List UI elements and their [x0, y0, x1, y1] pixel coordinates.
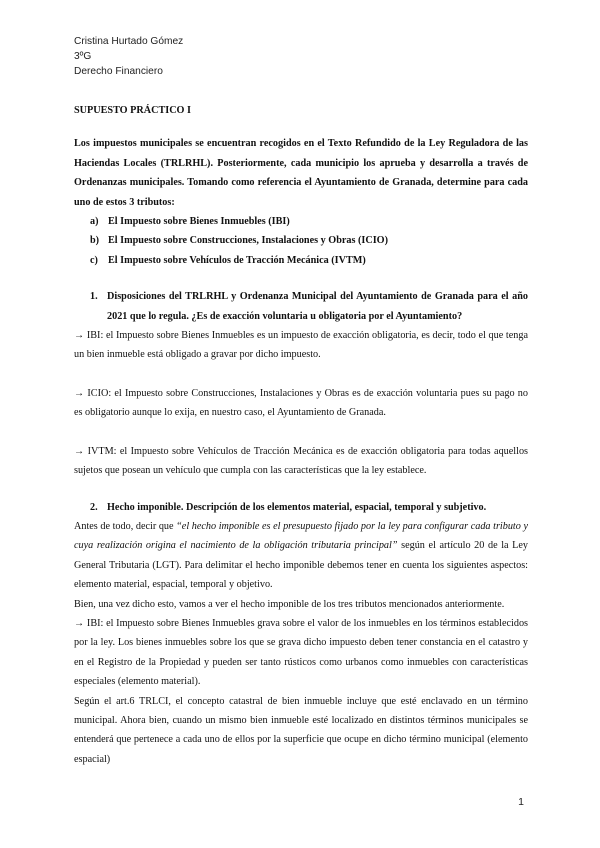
- document-title: SUPUESTO PRÁCTICO I: [74, 105, 191, 116]
- intro-paragraph: Los impuestos municipales se encuentran recogidos en el Texto Refundido de la Ley Reguladora de las Haciendas Locales (TRLRHL). Posteriormente, cada municipio los aprueba y desarrolla a través de Ordenanzas municipales. Tomando como referencia el Ayuntamiento de Granada, determine para cada uno de estos 3 tributos:: [74, 138, 528, 208]
- list-item: [90, 251, 528, 270]
- subject-label: Derecho Financiero: [74, 66, 163, 77]
- lgt-quote: “el hecho imponible es el presupuesto fijado por la ley para configurar cada tributo y cuya realización origina el nacimiento de la obligación tributaria principal”: [74, 520, 528, 552]
- section-heading-text: Hecho imponible. Descripción de los elementos material, espacial, temporal y subjetivo.: [107, 501, 487, 513]
- group-label: 3ºG: [74, 51, 92, 62]
- section-heading-text: Disposiciones del TRLRHL y Ordenanza Municipal del Ayuntamiento de Granada para el año 2021 que lo regula. ¿Es de exacción voluntaria u obligatoria por el Ayuntamiento?: [107, 291, 528, 322]
- section-number: 1.: [90, 291, 98, 303]
- list-marker: a): [90, 216, 99, 228]
- ibi-espacial-paragraph: Según el art.6 TRLCI, el concepto catastral de bien inmueble incluye que esté enclavado en un término municipal. Ahora bien, cuando un mismo bien inmueble esté localizado en distintos términos municipales se entenderá que pertenece a cada uno de ellos por la superficie que ocupe en dicho término municipal (elemento espacial): [74, 695, 528, 765]
- icio-paragraph: → ICIO: el Impuesto sobre Construcciones, Instalaciones y Obras es de exacción voluntaria pues su pago no es obligatorio aunque lo exija, en nuestro caso, el Ayuntamiento de Granada.: [74, 387, 528, 419]
- section-1-heading: [74, 287, 528, 326]
- paragraph-text: Antes de todo, decir que: [74, 520, 177, 532]
- ibi-paragraph: → IBI: el Impuesto sobre Bienes Inmuebles es un impuesto de exacción obligatoria, es decir, todo el que tenga un bien inmueble está obligado a gravar por dicho impuesto.: [74, 330, 528, 361]
- list-item-text: El Impuesto sobre Bienes Inmuebles (IBI): [108, 216, 290, 228]
- section-2-heading: [74, 498, 528, 517]
- document-body: [74, 101, 528, 769]
- list-item-text: El Impuesto sobre Vehículos de Tracción Mecánica (IVTM): [108, 254, 366, 266]
- list-item: [90, 231, 528, 250]
- hecho-imponible-paragraph: [74, 517, 528, 595]
- tributos-list: [74, 212, 528, 270]
- transition-paragraph: Bien, una vez dicho esto, vamos a ver el hecho imponible de los tres tributos mencionados anteriormente.: [74, 598, 505, 610]
- ibi-hecho-paragraph: → IBI: el Impuesto sobre Bienes Inmuebles grava sobre el valor de los inmuebles en los términos establecidos por la ley. Los bienes inmuebles sobre los que se grava dicho impuesto deben tener constancia en el catastro y en el Registro de la Propiedad y pueden ser tanto rústicos como urbanos como inmuebles con características especiales (elemento material).: [74, 617, 528, 688]
- list-marker: b): [90, 235, 100, 247]
- list-item: [90, 212, 528, 231]
- author-name: Cristina Hurtado Gómez: [74, 36, 184, 47]
- ivtm-paragraph: → IVTM: el Impuesto sobre Vehículos de Tracción Mecánica es de exacción obligatoria para todas aquellos sujetos que posean un vehículo que cumpla con las características que la ley establece.: [74, 445, 528, 477]
- list-marker: c): [90, 254, 98, 266]
- section-number: 2.: [90, 501, 98, 513]
- page-number: 1: [518, 796, 524, 808]
- paragraph-text: según el artículo 20 de la Ley General Tributaria (LGT). Para delimitar el hecho imponible debemos tener en cuenta los siguientes aspectos: elemento material, espacial, temporal y objetivo.: [74, 540, 528, 591]
- list-item-text: El Impuesto sobre Construcciones, Instalaciones y Obras (ICIO): [108, 235, 388, 247]
- document-header: [74, 34, 528, 79]
